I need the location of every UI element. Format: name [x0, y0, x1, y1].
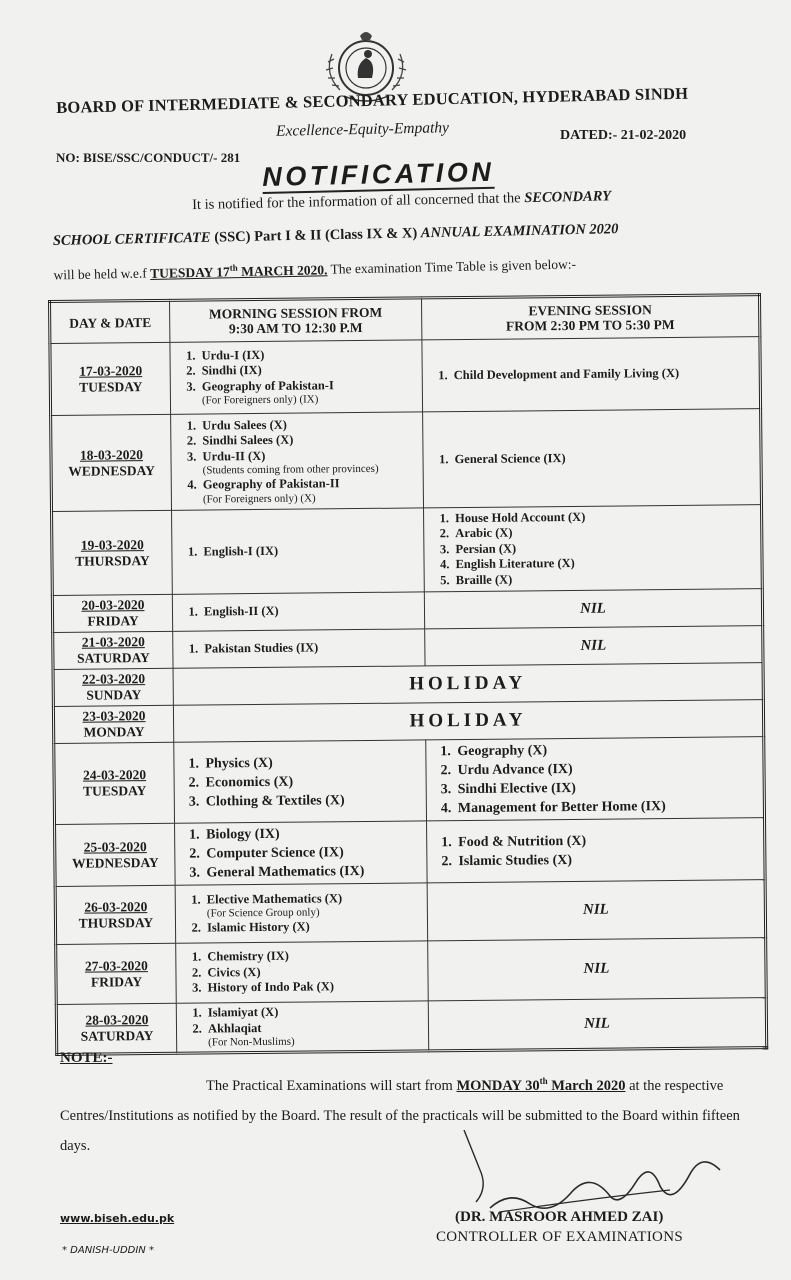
subject-item: 3. Urdu-II (X) (Students coming from other provinces)	[199, 447, 416, 478]
exam-day: SATURDAY	[80, 1028, 154, 1044]
table-row	[52, 505, 763, 596]
row-date-cell	[52, 594, 172, 632]
timetable-container	[48, 293, 773, 1050]
row-date-cell	[55, 885, 176, 944]
subject-item: 1. Biology (IX)	[203, 823, 420, 844]
subject-item: 1. Geography (X)	[454, 739, 756, 761]
table-row	[56, 998, 766, 1055]
subject-item: 1. General Science (IX)	[451, 449, 753, 467]
note-label: NOTE:-	[60, 1050, 113, 1066]
subject-item: 3. History of Indo Pak (X)	[205, 979, 422, 997]
subject-item: 2. Economics (X)	[203, 771, 420, 792]
morning-session-cell	[173, 629, 425, 668]
subject-note: (Students coming from other provinces)	[202, 462, 379, 477]
exam-date: 23-03-2020	[82, 708, 146, 724]
subject-note: (For Foreigners only) (IX)	[201, 393, 319, 407]
subject-item: 1. Urdu-I (IX)	[198, 346, 415, 364]
subject-note: (For Foreigners only) (X)	[202, 491, 316, 506]
table-row	[50, 337, 761, 416]
subject-item: 2. Computer Science (IX)	[203, 842, 420, 863]
exam-date: 19-03-2020	[80, 536, 144, 553]
note-text-b: at the respective Centres/Institutions as notified by the Board. The result of the practicals will be submitted to the Board within fifteen days.	[60, 1077, 740, 1154]
subject-item: 3. Sindhi Elective (IX)	[455, 777, 757, 799]
evening-nil-cell: NIL	[428, 998, 766, 1051]
exam-day: THURSDAY	[78, 914, 154, 931]
evening-nil-cell: NIL	[424, 589, 762, 629]
timetable-body	[50, 337, 767, 1055]
exam-date: 21-03-2020	[81, 634, 145, 650]
subject-item: 2. Islamic Studies (X)	[455, 849, 757, 871]
board-motto: Excellence-Equity-Empathy	[275, 119, 450, 140]
exam-timetable	[48, 293, 768, 1056]
header-evening-session: EVENING SESSION FROM 2:30 PM TO 5:30 PM	[421, 295, 759, 340]
subject-item: 3. General Mathematics (IX)	[203, 861, 420, 882]
exam-date: 28-03-2020	[85, 1012, 149, 1028]
reference-number: NO: BISE/SSC/CONDUCT/- 281	[56, 150, 241, 165]
subject-item: 1. English-I (IX)	[200, 542, 417, 560]
exam-date: 27-03-2020	[84, 957, 148, 974]
header-day-date: DAY & DATE	[50, 300, 170, 343]
morning-session-cell	[172, 508, 425, 594]
holiday-cell: HOLIDAY	[173, 663, 763, 706]
evening-session-cell	[422, 337, 761, 412]
intro-text-3: will be held w.e.f	[53, 265, 151, 283]
exam-day: FRIDAY	[87, 613, 139, 629]
exam-date: 20-03-2020	[81, 597, 145, 613]
morning-session-cell	[171, 412, 424, 510]
subject-item: 2. Akhlaqiat (For Non-Muslims)	[205, 1019, 422, 1050]
website-link[interactable]: www.biseh.edu.pk	[60, 1212, 175, 1225]
exam-date: 17-03-2020	[79, 362, 143, 379]
subject-item: 2. Sindhi (IX)	[199, 362, 416, 380]
subject-item: 1. Food & Nutrition (X)	[455, 830, 757, 852]
evening-nil-cell: NIL	[427, 880, 766, 941]
evening-session-cell	[423, 409, 762, 508]
subject-item: 1. Physics (X)	[202, 752, 419, 773]
subject-item: 1. English-II (X)	[201, 603, 418, 621]
row-date-cell	[51, 414, 172, 511]
exam-day: WEDNESDAY	[68, 462, 155, 479]
exam-day: THURSDAY	[75, 552, 150, 569]
subject-item: 2. Urdu Advance (IX)	[454, 758, 756, 780]
signatory-name: (DR. MASROOR AHMED ZAI)	[455, 1209, 664, 1225]
signature-icon	[440, 1130, 730, 1220]
row-date-cell	[53, 631, 173, 669]
timetable-header-row	[50, 295, 760, 344]
intro-line-1	[192, 188, 611, 214]
subject-item: 1. Chemistry (IX)	[204, 948, 421, 966]
subject-item: 1. House Hold Account (X)	[452, 508, 754, 526]
issue-date: DATED:- 21-02-2020	[560, 128, 687, 143]
intro-text-4: The examination Time Table is given below:-	[327, 256, 577, 277]
intro-exam-name: ANNUAL EXAMINATION 2020	[420, 221, 619, 242]
row-date-cell	[52, 510, 173, 595]
exam-date: 25-03-2020	[83, 838, 147, 855]
row-date-cell	[50, 342, 171, 415]
table-row	[51, 409, 762, 512]
subject-item: 1. Pakistan Studies (IX)	[201, 640, 418, 658]
subject-item: 4. English Literature (X)	[452, 554, 754, 572]
intro-text-1: It is notified for the information of all concerned that the	[191, 190, 525, 214]
intro-ssc-2: SCHOOL CERTIFICATE	[52, 229, 211, 249]
subject-item: 1. Islamiyat (X)	[205, 1003, 422, 1021]
table-row	[55, 818, 766, 887]
morning-session-cell	[175, 821, 428, 885]
subject-item: 4. Geography of Pakistan-II (For Foreigners only) (X)	[200, 475, 417, 506]
intro-line-2	[53, 221, 619, 250]
evening-session-cell	[424, 505, 763, 592]
evening-session-cell	[427, 818, 766, 883]
table-row	[54, 737, 765, 825]
exam-day: TUESDAY	[83, 783, 147, 799]
subject-note: (For Science Group only)	[206, 906, 320, 920]
subject-item: 3. Geography of Pakistan-I (For Foreigners only) (IX)	[199, 377, 416, 408]
subject-item: 2. Arabic (X)	[452, 523, 754, 541]
morning-session-cell	[175, 883, 428, 943]
exam-day: SATURDAY	[76, 650, 150, 666]
typist-initials: * DANISH-UDDIN *	[62, 1245, 154, 1256]
subject-item: 2. Sindhi Salees (X)	[199, 431, 416, 449]
row-date-cell	[56, 1003, 176, 1054]
exam-day: TUESDAY	[79, 378, 143, 395]
subject-item: 1. Elective Mathematics (X) (For Science Group only)	[204, 890, 421, 921]
subject-item: 3. Persian (X)	[452, 539, 754, 557]
intro-line-3	[53, 255, 576, 283]
exam-date: 26-03-2020	[84, 898, 148, 915]
row-date-cell	[55, 823, 176, 886]
row-date-cell	[56, 943, 177, 1004]
header-morning-session: MORNING SESSION FROM 9:30 AM TO 12:30 P.M	[170, 298, 422, 342]
morning-session-cell	[176, 1001, 428, 1053]
practical-start-date: MONDAY 30th March 2020	[456, 1076, 626, 1094]
table-row	[56, 938, 767, 1005]
row-date-cell	[53, 668, 173, 706]
exam-day: FRIDAY	[90, 973, 143, 990]
intro-class: (SSC) Part I & II (Class IX & X)	[210, 225, 422, 246]
notification-title: NOTIFICATION	[262, 156, 495, 192]
intro-start-date: TUESDAY 17th MARCH 2020.	[150, 261, 328, 281]
evening-nil-cell: NIL	[425, 626, 763, 666]
intro-ssc-1: SECONDARY	[524, 188, 612, 207]
morning-session-cell	[174, 740, 427, 823]
morning-session-cell	[176, 941, 429, 1003]
exam-date: 22-03-2020	[82, 671, 146, 687]
subject-item: 3. Clothing & Textiles (X)	[203, 790, 420, 811]
signatory-designation: CONTROLLER OF EXAMINATIONS	[436, 1229, 683, 1245]
exam-day: MONDAY	[83, 724, 145, 740]
exam-day: WEDNESDAY	[72, 854, 159, 871]
subject-item: 4. Management for Better Home (IX)	[455, 796, 757, 818]
morning-session-cell	[170, 340, 423, 414]
exam-day: SUNDAY	[86, 687, 142, 703]
exam-date: 24-03-2020	[82, 767, 147, 783]
board-name: BOARD OF INTERMEDIATE & SECONDARY EDUCATION, HYDERABAD SINDH	[56, 83, 689, 117]
exam-date: 18-03-2020	[79, 446, 144, 463]
row-date-cell	[53, 705, 173, 743]
row-date-cell	[54, 742, 175, 824]
evening-nil-cell: NIL	[428, 938, 767, 1001]
subject-item: 1. Child Development and Family Living (X)	[451, 365, 753, 383]
subject-note: (For Non-Muslims)	[208, 1035, 295, 1049]
subject-item: 5. Braille (X)	[453, 570, 755, 588]
evening-session-cell	[426, 737, 765, 821]
table-row	[55, 880, 766, 945]
morning-session-cell	[172, 592, 424, 631]
subject-item: 2. Civics (X)	[204, 963, 421, 981]
subject-item: 1. Urdu Salees (X)	[199, 416, 416, 434]
subject-item: 2. Islamic History (X)	[204, 918, 421, 936]
note-text-a: The Practical Examinations will start from	[206, 1077, 457, 1094]
holiday-cell: HOLIDAY	[173, 700, 763, 743]
